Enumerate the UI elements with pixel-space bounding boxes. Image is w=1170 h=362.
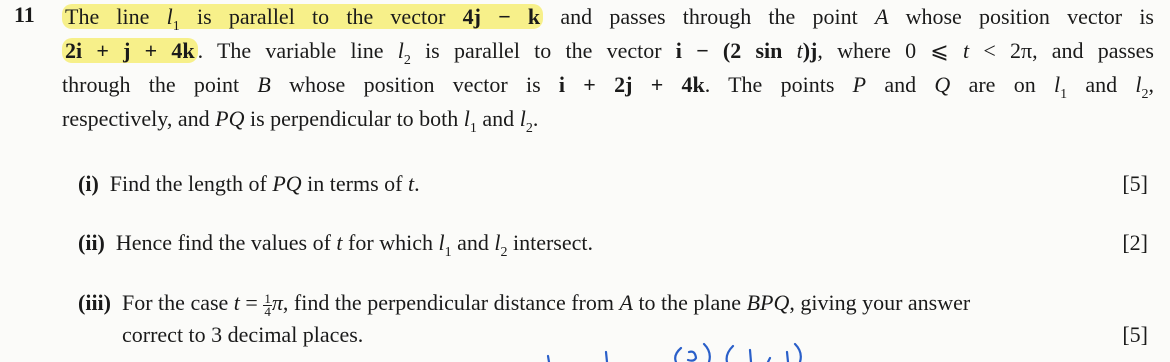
stem-line-2: 2i + j + 4k . The variable line $l_2$ is parallel to the vector i − (2 sin t)j, where 0 ⩽ t < 2π, and passes	[62, 34, 1154, 68]
pen-mark-6	[727, 346, 733, 362]
pen-mark-7	[750, 350, 751, 362]
part-iii-text: For the case t = $\frac{1}{4}$ π, find the perpendicular distance from A to the plane BPQ, giving your answer	[122, 290, 971, 319]
pen-mark-5	[704, 344, 710, 362]
part-ii-text: Hence find the values of t for which $l_1$ and $l_2$ intersect.	[115, 230, 594, 260]
stem-line-4: respectively, and PQ is perpendicular to both $l_1$ and $l_2$.	[62, 106, 539, 136]
pen-mark-9	[787, 352, 788, 362]
pen-mark-10	[795, 344, 801, 362]
part-i-marks: [5]	[1122, 171, 1148, 196]
pen-mark-8	[768, 358, 770, 362]
part-iii-marks: [5]	[1122, 322, 1148, 347]
highlight-1: The line $l_1$ is parallel to the vector 4j − k	[62, 4, 543, 29]
part-iii-line2: correct to 3 decimal places.	[122, 322, 364, 347]
stem-line-3: through the point B whose position vector is i + 2j + 4k. The points P and Q are on $l_1$ and $l_2$,	[62, 72, 1155, 102]
part-ii-marks: [2]	[1122, 230, 1148, 255]
pen-mark-1	[548, 356, 549, 362]
pen-mark-4	[688, 352, 696, 361]
part-ii-label: (ii)	[78, 230, 105, 255]
part-i-label: (i)	[78, 171, 99, 196]
fraction-quarter: $\frac{1}{4}$	[264, 291, 271, 319]
part-iii-label: (iii)	[78, 290, 111, 315]
part-i-text: Find the length of PQ in terms of t.	[109, 171, 420, 196]
pen-mark-2	[606, 352, 607, 362]
stem-line-1: The line $l_1$ is parallel to the vector 4j − k and passes through the point A whose position vector is	[62, 0, 1154, 34]
question-number: 11	[14, 2, 35, 27]
pen-mark-3	[675, 348, 681, 362]
highlight-2: 2i + j + 4k	[62, 38, 198, 63]
